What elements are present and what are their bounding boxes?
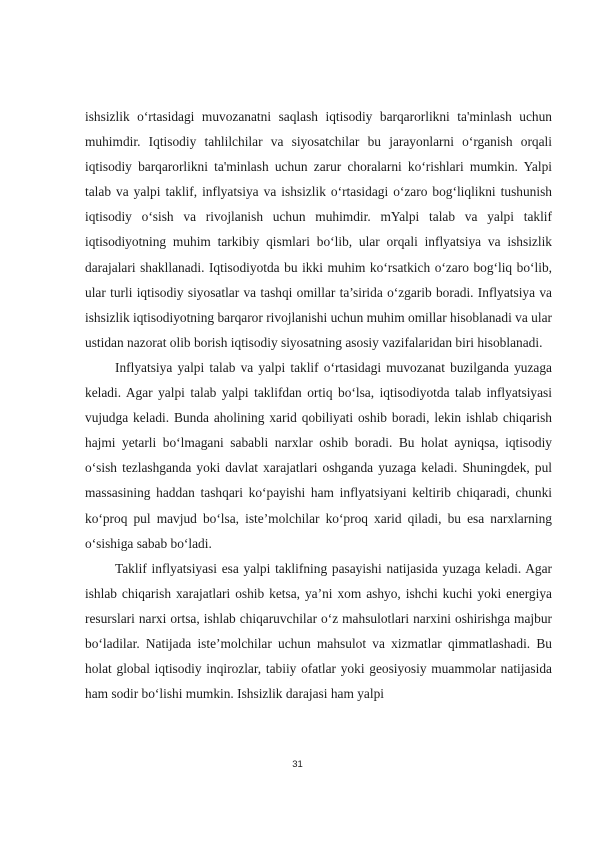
paragraph-supply-inflation: Taklif inflyatsiyasi esa yalpi taklifning pasayishi natijasida yuzaga keladi. Agar ishlab chiqarish xarajatlari oshib ketsa, ya’ni xom ashyo, ishchi kuchi yoki energiya resurslari narxi ortsa, ishlab chiqaruvchilar o‘z mahsulotlari narxini oshirishga majbur bo‘ladilar. Natijada iste’molchilar uchun mahsulot va xizmatlar qimmatlashadi. Bu holat global iqtisodiy inqirozlar, tabiiy ofatlar yoki geosiyosiy muammolar natijasida ham sodir bo‘lishi mumkin. Ishsizlik darajasi ham yalpi [85, 560, 552, 702]
paragraph-continuation: ishsizlik o‘rtasidagi muvozanatni saqlash iqtisodiy barqarorlikni ta'minlash uchun muhimdir. Iqtisodiy tahlilchilar va siyosatchilar bu jarayonlarni o‘rganish orqali iqtisodiy barqarorlikni ta'minlash uchun zarur choralarni ko‘rishlari mumkin. Yalpi talab va yalpi taklif, inflyatsiya va ishsizlik o‘rtasidagi o‘zaro bog‘liqlikni tushunish iqtisodiy o‘sish va rivojlanish uchun muhimdir. mYalpi talab va yalpi taklif iqtisodiyotning muhim tarkibiy qismlari bo‘lib, ular orqali inflyatsiya va ishsizlik darajalari shakllanadi. Iqtisodiyotda bu ikki muhim ko‘rsatkich o‘zaro bog‘liq bo‘lib, ular turli iqtisodiy siyosatlar va tashqi omillar ta’sirida o‘zgarib boradi. Inflyatsiya va ishsizlik iqtisodiyotning barqaror rivojlanishi uchun muhim omillar hisoblanadi va ular ustidan nazorat olib borish iqtisodiy siyosatning asosiy vazifalaridan biri hisoblanadi. [85, 109, 552, 350]
body-text [85, 104, 552, 706]
paragraph-demand-inflation: Inflyatsiya yalpi talab va yalpi taklif o‘rtasidagi muvozanat buzilganda yuzaga keladi. Agar yalpi talab yalpi taklifdan ortiq bo‘lsa, iqtisodiyotda talab inflyatsiyasi vujudga keladi. Bunda aholining xarid qobiliyati oshib boradi, lekin ishlab chiqarish hajmi yetarli bo‘lmagani sababli narxlar oshib boradi. Bu holat ayniqsa, iqtisodiy o‘sish tezlashganda yoki davlat xarajatlari oshganda yuzaga keladi. Shuningdek, pul massasining haddan tashqari ko‘payishi ham inflyatsiyani keltirib chiqaradi, chunki ko‘proq pul mavjud bo‘lsa, iste’molchilar ko‘proq xarid qiladi, bu esa narxlarning o‘sishiga sabab bo‘ladi. [85, 359, 552, 551]
page-number: 31 [292, 759, 303, 770]
